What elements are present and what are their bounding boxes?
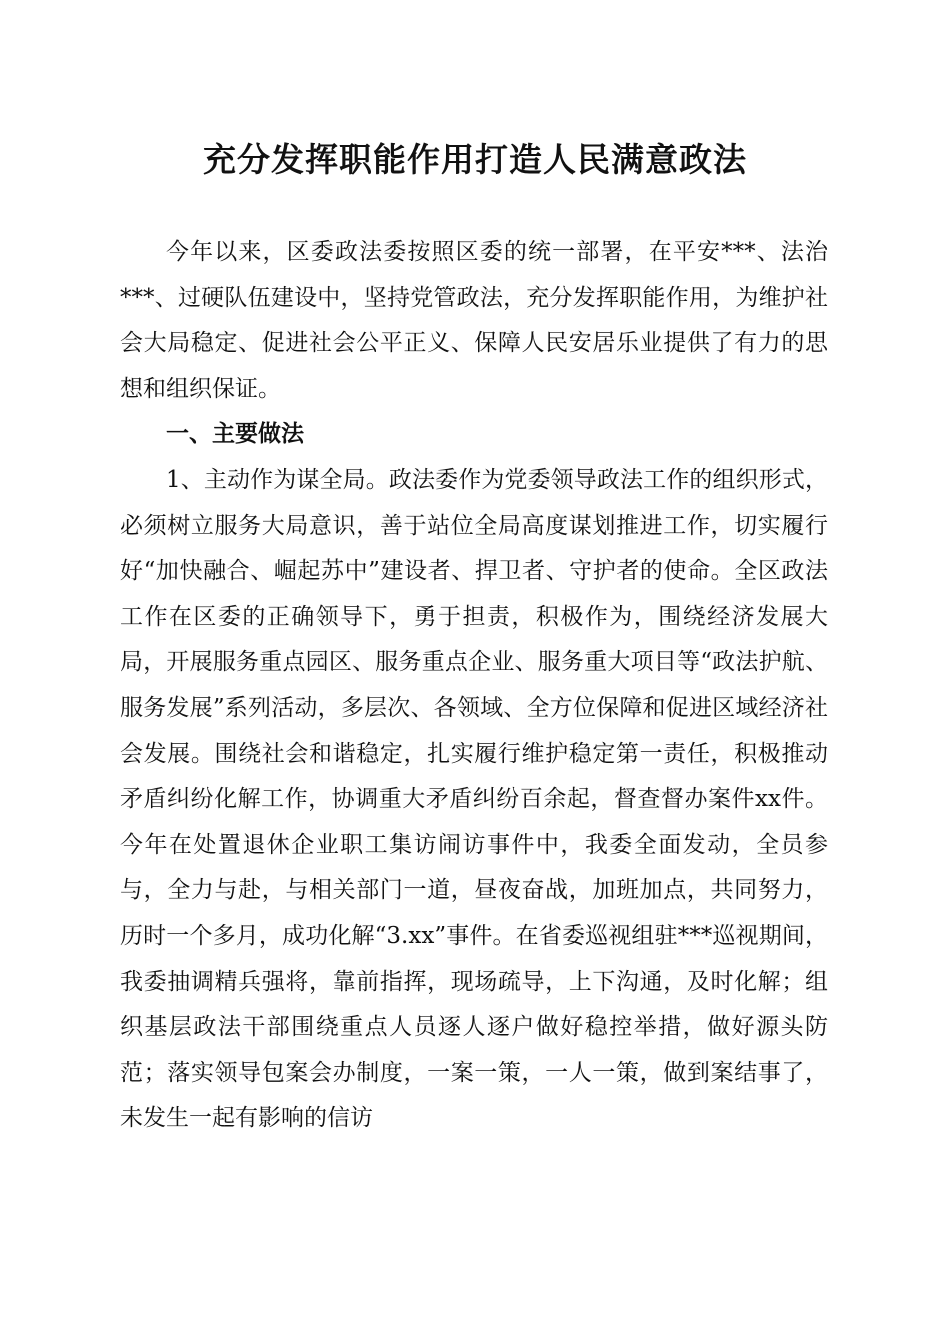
document-body	[120, 230, 828, 1142]
section-heading: 一、主要做法	[166, 421, 304, 448]
intro-paragraph: 今年以来，区委政法委按照区委的统一部署，在平安***、法治***、过硬队伍建设中，坚持党管政法，充分发挥职能作用，为维护社会大局稳定、促进社会公平正义、保障人民安居乐业提供了有力的思想和组织保证。	[120, 239, 828, 402]
document-title: 充分发挥职能作用打造人民满意政法	[203, 140, 747, 179]
body-paragraph-1: 1、主动作为谋全局。政法委作为党委领导政法工作的组织形式，必须树立服务大局意识，善于站位全局高度谋划推进工作，切实履行好“加快融合、崛起苏中”建设者、捍卫者、守护者的使命。全区政法工作在区委的正确领导下，勇于担责，积极作为，围绕经济发展大局，开展服务重点园区、服务重点企业、服务重大项目等“政法护航、服务发展”系列活动，多层次、各领域、全方位保障和促进区域经济社会发展。围绕社会和谐稳定，扎实履行维护稳定第一责任，积极推动矛盾纠纷化解工作，协调重大矛盾纠纷百余起，督查督办案件xx件。今年在处置退休企业职工集访闹访事件中，我委全面发动，全员参与，全力与赴，与相关部门一道，昼夜奋战，加班加点，共同努力，历时一个多月，成功化解“3.xx”事件。在省委巡视组驻***巡视期间，我委抽调精兵强将，靠前指挥，现场疏导，上下沟通，及时化解；组织基层政法干部围绕重点人员逐人逐户做好稳控举措，做好源头防范；落实领导包案会办制度，一案一策，一人一策，做到案结事了，未发生一起有影响的信访	[120, 466, 828, 1132]
